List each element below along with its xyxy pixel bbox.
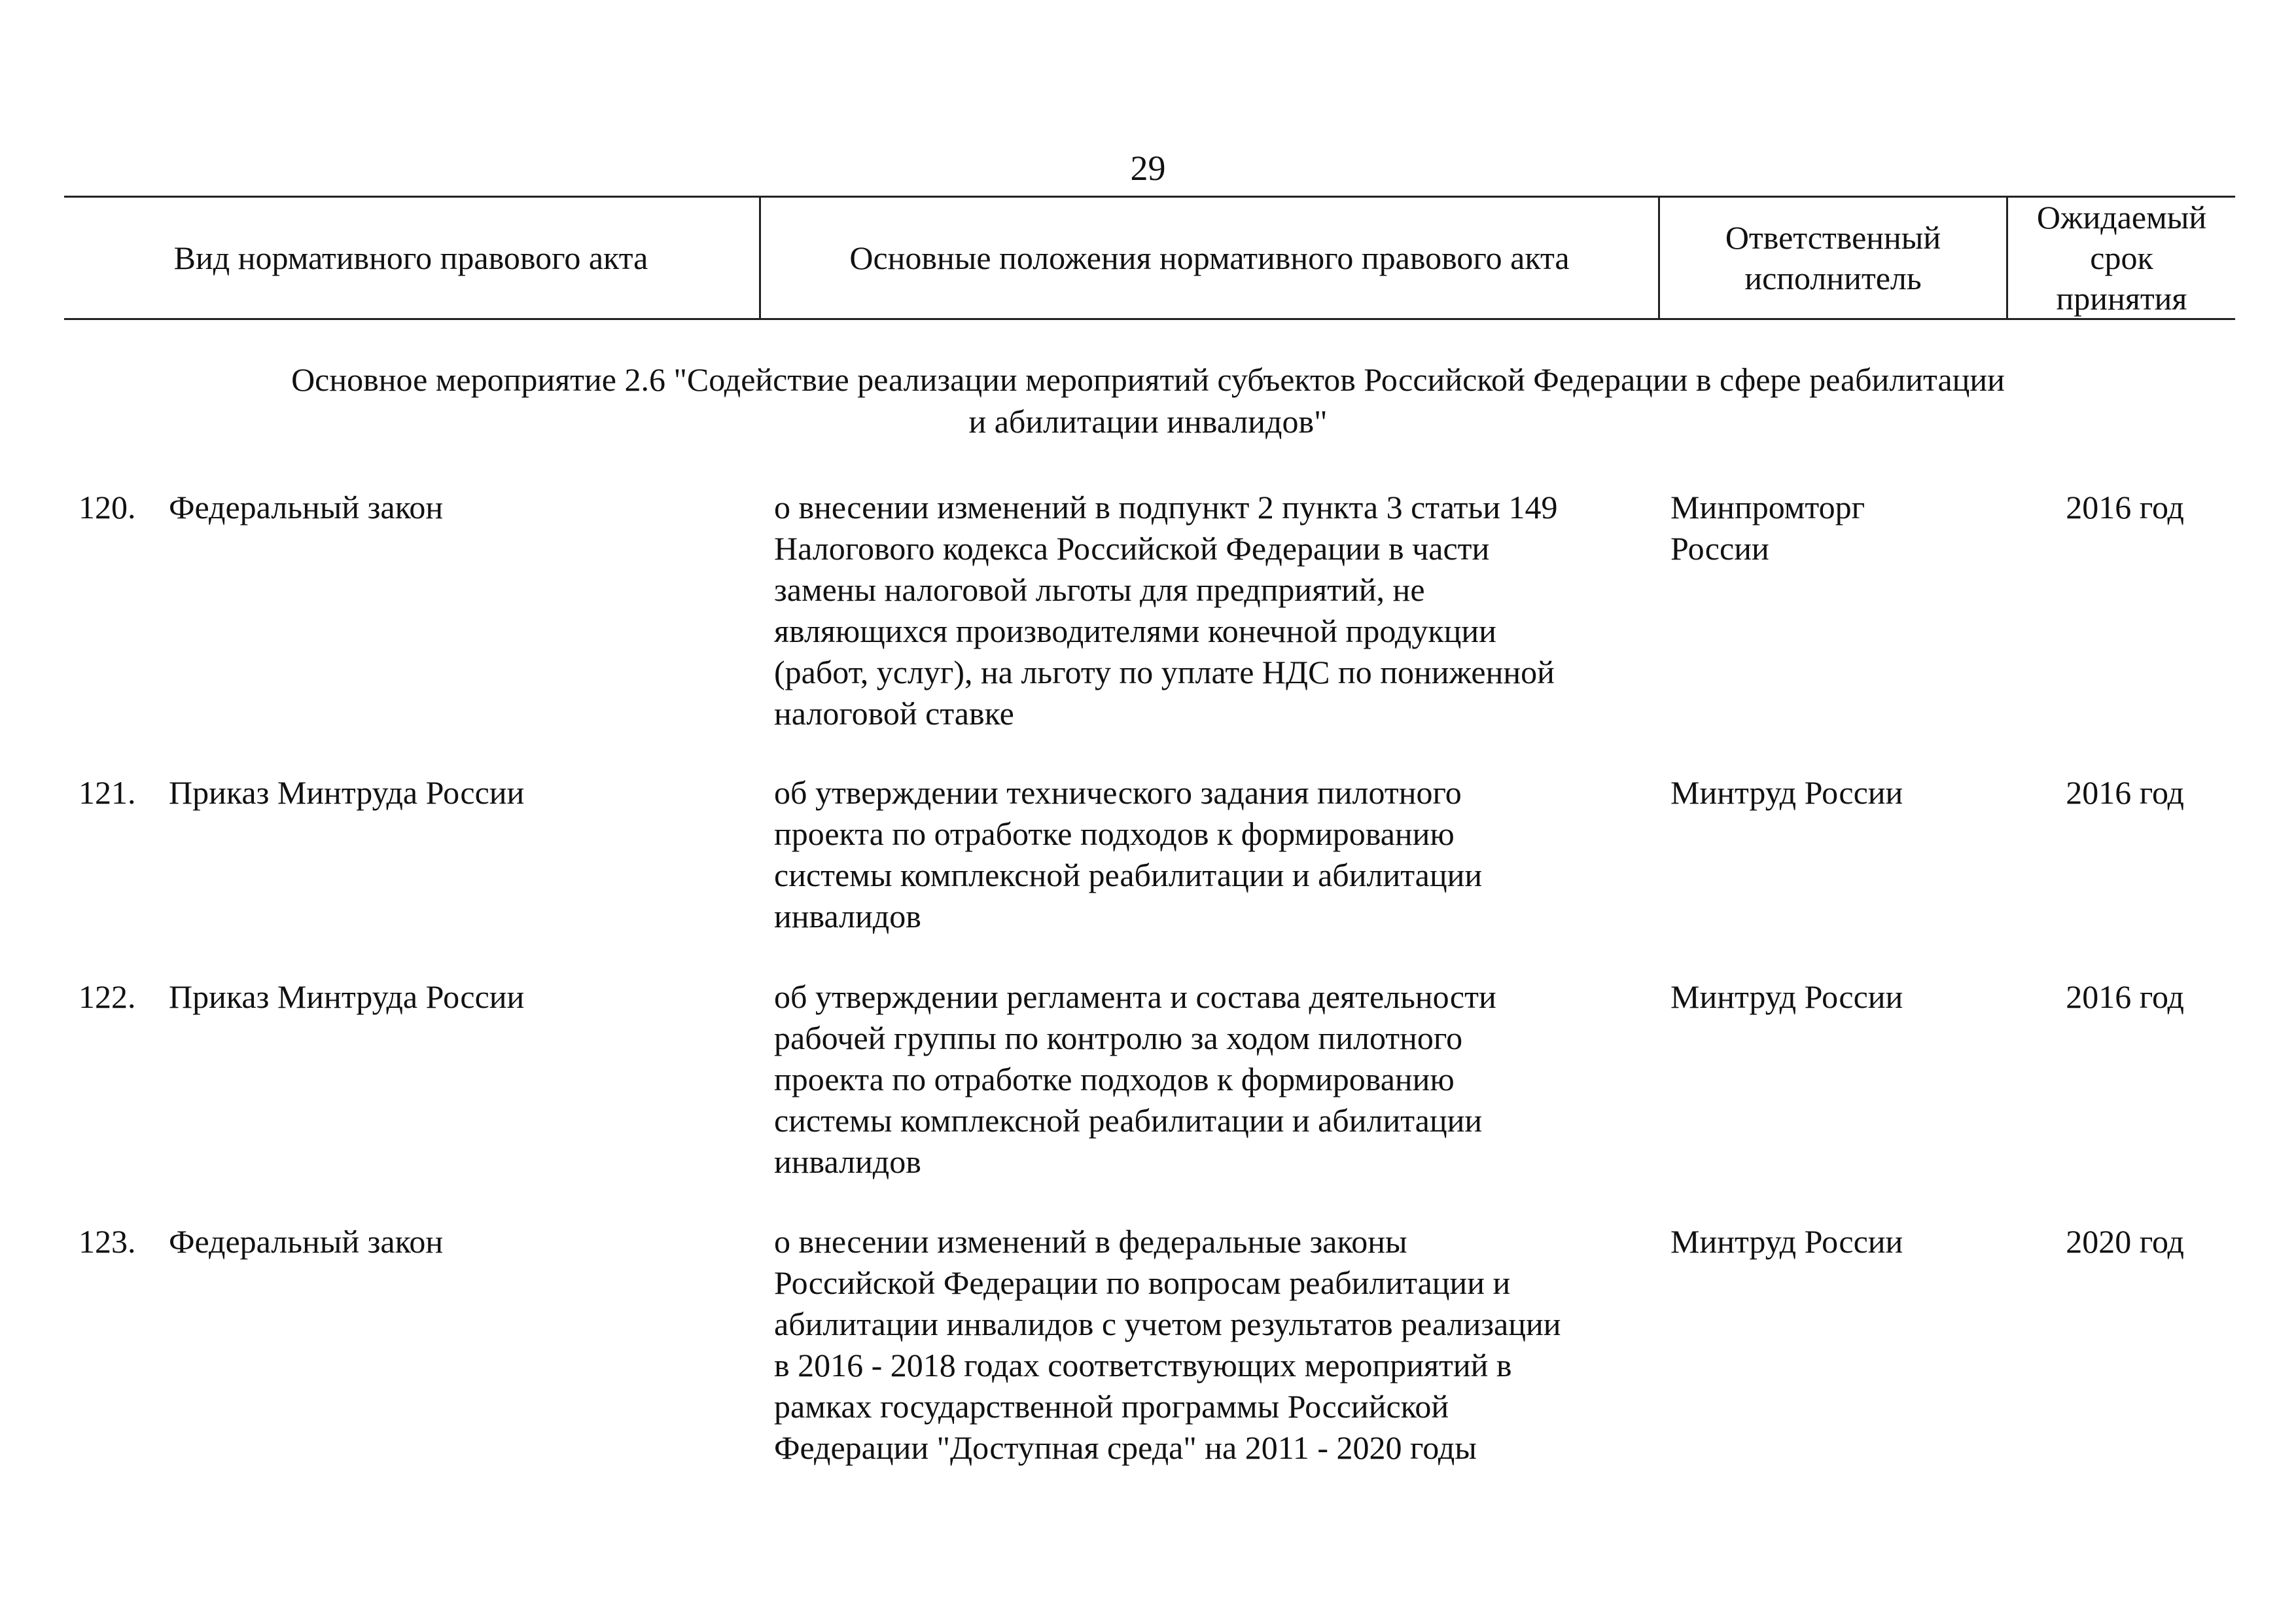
expected-term: 2016 год: [2066, 978, 2184, 1015]
header-act-provisions: [759, 198, 1658, 318]
header-executor-line: Ответственный: [1725, 219, 1941, 256]
table-header: [64, 196, 2235, 320]
provisions-line: проекта по отработке подходов к формированию: [774, 1061, 1455, 1097]
provisions-line: инвалидов: [774, 898, 921, 935]
section-title-line: и абилитации инвалидов": [968, 403, 1328, 440]
row-number: 120.: [79, 489, 136, 526]
header-act-type-label: Вид нормативного правового акта: [173, 240, 648, 276]
expected-term: 2016 год: [2066, 489, 2184, 526]
executor-line: Минтруд России: [1670, 978, 1903, 1015]
provisions-line: в 2016 - 2018 годах соответствующих мероприятий в: [774, 1347, 1512, 1383]
act-type: Федеральный закон: [169, 1223, 444, 1260]
provisions-line: системы комплексной реабилитации и абилитации: [774, 857, 1483, 893]
header-act-type: [64, 198, 758, 318]
act-provisions: [774, 487, 1651, 734]
page-number: 29: [1130, 149, 1166, 188]
header-term-line: принятия: [2056, 280, 2187, 317]
provisions-line: рабочей группы по контролю за ходом пилотного: [774, 1020, 1463, 1056]
provisions-line: Российской Федерации по вопросам реабилитации и: [774, 1264, 1511, 1301]
provisions-line: (работ, услуг), на льготу по уплате НДС по пониженной: [774, 654, 1555, 690]
provisions-line: об утверждении технического задания пилотного: [774, 774, 1462, 811]
section-title-line: Основное мероприятие 2.6 "Содействие реализации мероприятий субъектов Российской Федерации в сфере реабилитации: [291, 361, 2005, 398]
provisions-line: Налогового кодекса Российской Федерации в части: [774, 530, 1490, 567]
provisions-line: проекта по отработке подходов к формированию: [774, 815, 1455, 852]
expected-term: 2020 год: [2066, 1223, 2184, 1260]
header-act-provisions-label: Основные положения нормативного правового акта: [849, 240, 1570, 276]
provisions-line: об утверждении регламента и состава деятельности: [774, 978, 1496, 1015]
responsible-executor: [1670, 772, 1903, 813]
act-provisions: [774, 1221, 1651, 1469]
provisions-line: рамках государственной программы Российской: [774, 1388, 1449, 1425]
executor-line: Минтруд России: [1670, 1223, 1903, 1260]
header-term-line: Ожидаемый: [2036, 199, 2207, 236]
act-provisions: [774, 976, 1651, 1183]
header-responsible-executor: [1658, 198, 2006, 318]
provisions-line: являющихся производителями конечной продукции: [774, 613, 1496, 649]
provisions-line: системы комплексной реабилитации и абилитации: [774, 1102, 1483, 1139]
executor-line: России: [1670, 530, 1769, 567]
responsible-executor: [1670, 976, 1903, 1018]
provisions-line: о внесении изменений в федеральные законы: [774, 1223, 1407, 1260]
row-number: 121.: [79, 774, 136, 811]
provisions-line: налоговой ставке: [774, 695, 1014, 732]
provisions-line: инвалидов: [774, 1143, 921, 1180]
responsible-executor: [1670, 1221, 1903, 1262]
provisions-line: абилитации инвалидов с учетом результатов реализации: [774, 1306, 1561, 1342]
provisions-line: о внесении изменений в подпункт 2 пункта 3 статьи 149: [774, 489, 1558, 526]
row-number: 123.: [79, 1223, 136, 1260]
act-provisions: [774, 772, 1651, 937]
provisions-line: Федерации "Доступная среда" на 2011 - 2020 годы: [774, 1429, 1477, 1466]
section-title: [131, 359, 2165, 442]
executor-line: Минтруд России: [1670, 774, 1903, 811]
executor-line: Минпромторг: [1670, 489, 1865, 526]
row-number: 122.: [79, 978, 136, 1015]
header-term-line: срок: [2090, 240, 2153, 276]
act-type: Федеральный закон: [169, 489, 444, 526]
act-type: Приказ Минтруда России: [169, 978, 525, 1015]
act-type: Приказ Минтруда России: [169, 774, 525, 811]
expected-term: 2016 год: [2066, 774, 2184, 811]
responsible-executor: [1670, 487, 1865, 569]
header-expected-term: [2006, 198, 2235, 318]
provisions-line: замены налоговой льготы для предприятий, не: [774, 571, 1425, 608]
header-executor-line: исполнитель: [1744, 260, 1922, 296]
